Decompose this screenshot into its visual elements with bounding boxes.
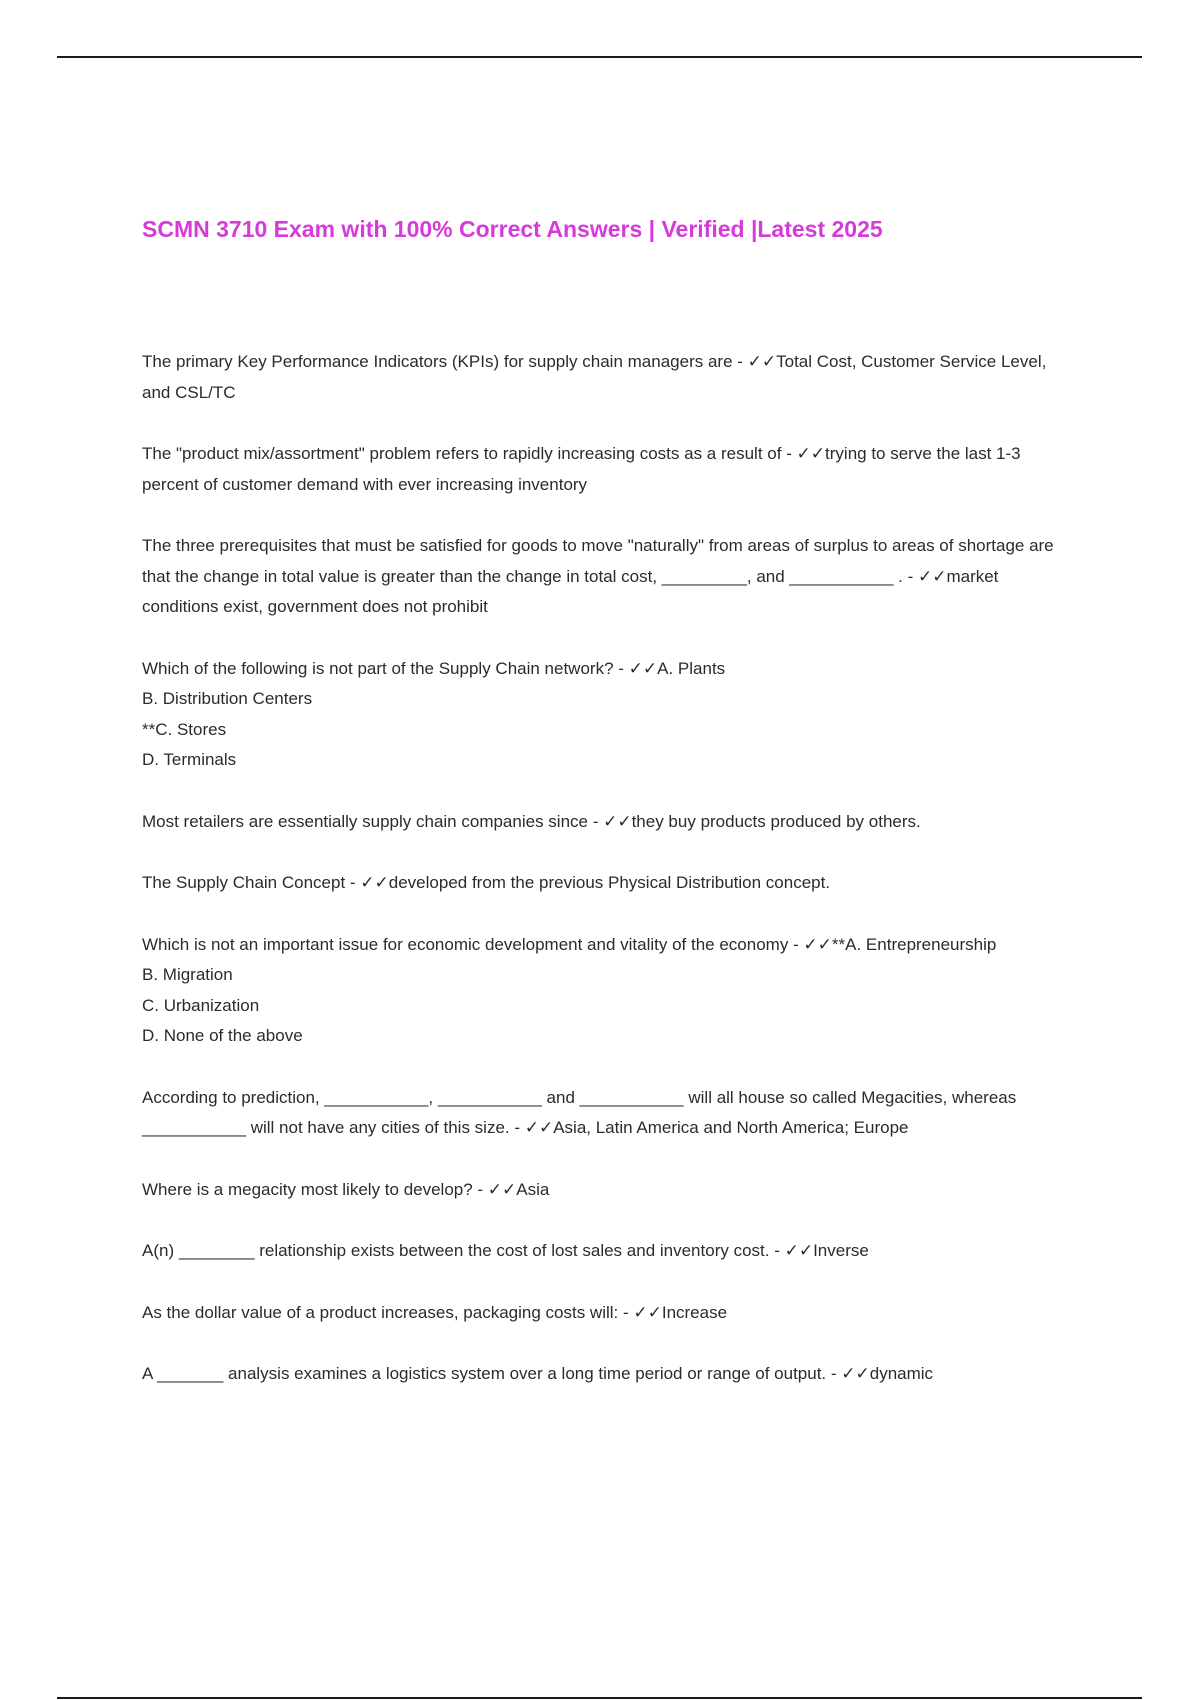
qa-text: According to prediction, ___________, ___________ and ___________ will all house so called Megacities, whereas ___________ will not have any cities of this size. - ✓✓Asia, Latin America and North America; Europe — [142, 1087, 1017, 1137]
qa-text: Most retailers are essentially supply chain companies since - ✓✓they buy products produced by others. — [142, 811, 921, 831]
qa-text: The primary Key Performance Indicators (KPIs) for supply chain managers are - ✓✓Total Cost, Customer Service Level, and CSL/TC — [142, 352, 1047, 402]
qa-item — [142, 347, 1060, 408]
qa-option: B. Distribution Centers — [142, 689, 313, 708]
qa-text: The Supply Chain Concept - ✓✓developed from the previous Physical Distribution concept. — [142, 873, 831, 892]
qa-option: D. None of the above — [142, 1026, 303, 1045]
qa-item — [142, 930, 1060, 1052]
qa-item — [142, 439, 1060, 500]
document-title: SCMN 3710 Exam with 100% Correct Answers | Verified |Latest 2025 — [142, 216, 883, 242]
qa-option: B. Migration — [142, 965, 233, 984]
qa-item — [142, 1083, 1060, 1144]
qa-item — [142, 807, 1060, 838]
qa-item — [142, 1236, 1060, 1267]
qa-option: **C. Stores — [142, 719, 227, 739]
qa-text: As the dollar value of a product increases, packaging costs will: - ✓✓Increase — [142, 1302, 728, 1322]
qa-question: Which is not an important issue for economic development and vitality of the economy - ✓✓**A. Entrepreneurship — [142, 934, 997, 954]
qa-question: Which of the following is not part of the Supply Chain network? - ✓✓A. Plants — [142, 658, 726, 678]
top-rule — [57, 56, 1142, 58]
qa-option: C. Urbanization — [142, 995, 260, 1015]
qa-item — [142, 1298, 1060, 1329]
qa-option: D. Terminals — [142, 750, 237, 769]
question-list — [142, 347, 1060, 1421]
qa-text: A _______ analysis examines a logistics system over a long time period or range of output. - ✓✓dynamic — [142, 1364, 934, 1383]
qa-text: A(n) ________ relationship exists between the cost of lost sales and inventory cost. - ✓✓Inverse — [142, 1241, 869, 1260]
bottom-rule — [57, 1697, 1142, 1699]
qa-text: Where is a megacity most likely to develop? - ✓✓Asia — [142, 1179, 550, 1199]
qa-text: The three prerequisites that must be satisfied for goods to move "naturally" from areas of surplus to areas of shortage are that the change in total value is greater than the change in total cost, _________, and ___________ . - ✓✓market conditions exist, government does not prohibit — [142, 536, 1054, 616]
qa-item — [142, 531, 1060, 623]
qa-text: The "product mix/assortment" problem refers to rapidly increasing costs as a result of - ✓✓trying to serve the last 1-3 percent of customer demand with ever increasing inventory — [142, 444, 1021, 494]
qa-item — [142, 654, 1060, 776]
qa-item — [142, 868, 1060, 899]
qa-item — [142, 1359, 1060, 1390]
qa-item — [142, 1175, 1060, 1206]
